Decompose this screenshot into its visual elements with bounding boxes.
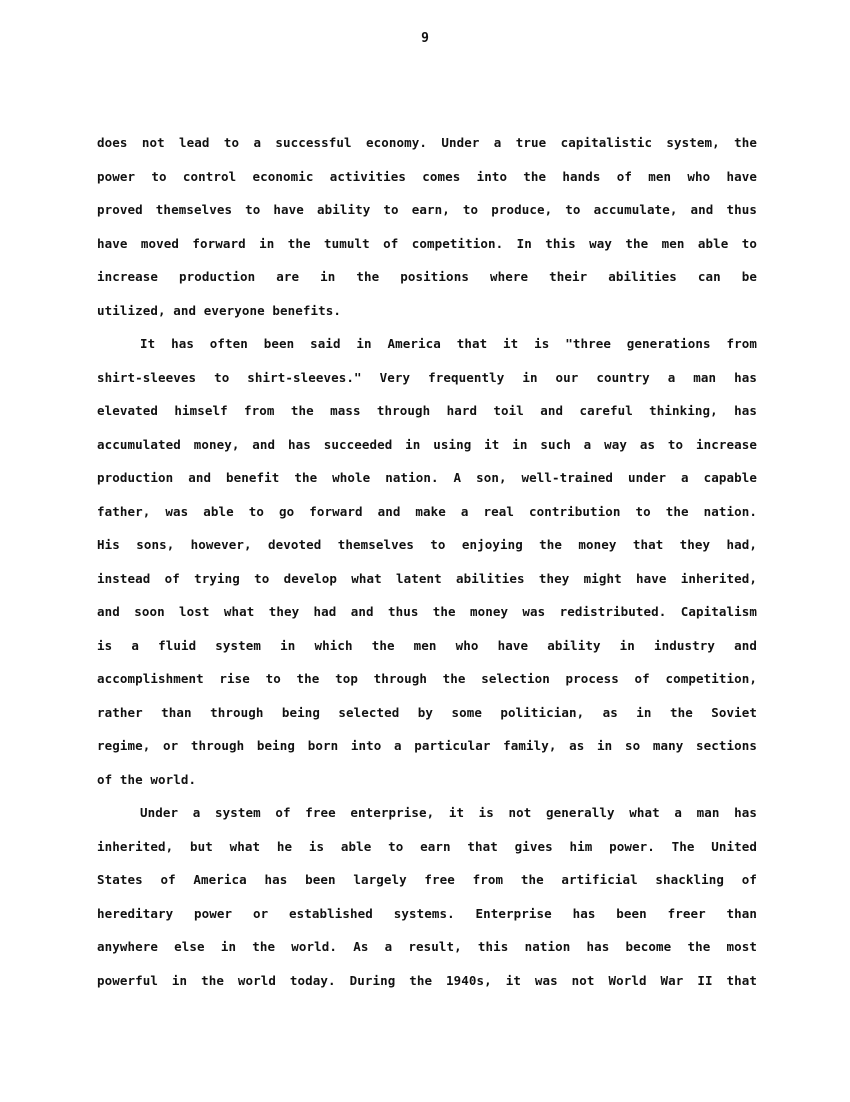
text-line: accomplishment rise to the top through the selection process of competition,: [97, 671, 757, 686]
text-line: accumulated money, and has succeeded in using it in such a way as to increase: [97, 436, 757, 452]
text-line: inherited, but what he is able to earn that gives him power. The United: [97, 838, 757, 854]
body-text: [97, 126, 757, 997]
text-line: and soon lost what they had and thus the money was redistributed. Capitalism: [97, 604, 757, 619]
text-line: powerful in the world today. During the 1940s, it was not World War II that: [97, 972, 757, 988]
text-line: is a fluid system in which the men who have ability in industry and: [97, 637, 757, 653]
text-line: It has often been said in America that it is "three generations from: [140, 336, 757, 351]
text-line: father, was able to go forward and make a real contribution to the nation.: [97, 503, 757, 519]
text-line: hereditary power or established systems. Enterprise has been freer than: [97, 905, 757, 921]
text-line: rather than through being selected by some politician, as in the Soviet: [97, 704, 757, 720]
text-line: proved themselves to have ability to earn, to produce, to accumulate, and thus: [97, 202, 757, 217]
text-line: States of America has been largely free from the artificial shackling of: [97, 872, 757, 887]
text-line: power to control economic activities comes into the hands of men who have: [97, 168, 757, 184]
text-line: elevated himself from the mass through hard toil and careful thinking, has: [97, 403, 757, 418]
text-line: does not lead to a successful economy. Under a true capitalistic system, the: [97, 135, 757, 150]
text-line: utilized, and everyone benefits.: [97, 302, 342, 318]
text-line: production and benefit the whole nation. A son, well-trained under a capable: [97, 470, 757, 485]
text-line: instead of trying to develop what latent abilities they might have inherited,: [97, 570, 757, 586]
text-line: of the world.: [97, 771, 197, 787]
text-line: His sons, however, devoted themselves to enjoying the money that they had,: [97, 537, 757, 552]
text-line: anywhere else in the world. As a result, this nation has become the most: [97, 939, 757, 954]
text-line: regime, or through being born into a particular family, as in so many sections: [97, 738, 757, 753]
page-number: 9: [421, 31, 429, 46]
text-line: Under a system of free enterprise, it is not generally what a man has: [140, 805, 757, 820]
text-line: have moved forward in the tumult of competition. In this way the men able to: [97, 235, 757, 251]
text-line: shirt-sleeves to shirt-sleeves." Very frequently in our country a man has: [97, 369, 757, 385]
text-line: increase production are in the positions where their abilities can be: [97, 269, 757, 284]
